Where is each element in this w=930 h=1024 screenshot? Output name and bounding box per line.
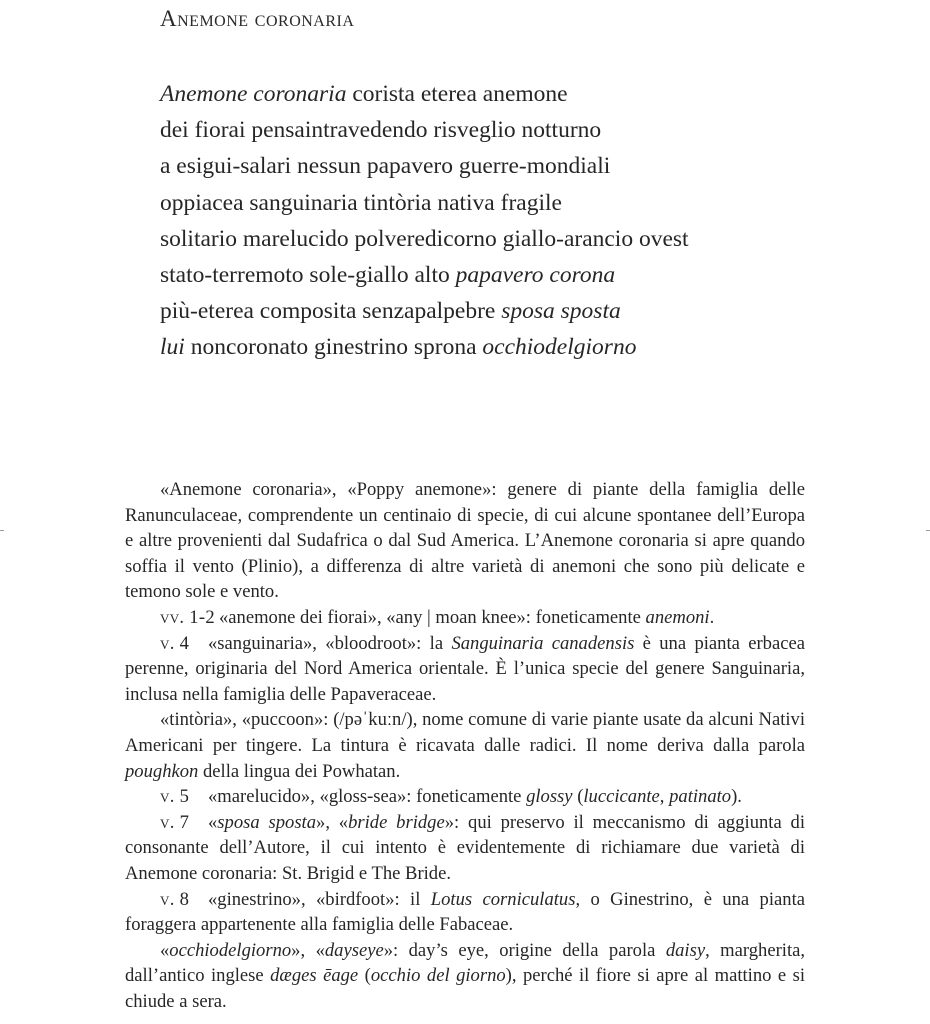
poem-text: a esigui-salari nessun papavero guerre-mondiali — [160, 153, 611, 180]
poem-text-italic: sposa sposta — [501, 298, 621, 325]
note-text-italic: occhiodelgiorno — [169, 939, 292, 961]
note-text: . — [709, 606, 715, 628]
poem-text-italic: lui — [160, 334, 185, 361]
poem-line — [160, 185, 689, 221]
note-text-italic: luccicante — [583, 786, 660, 808]
note-text: », « — [291, 939, 325, 961]
note-paragraph — [125, 707, 805, 784]
note-text: , — [659, 786, 670, 808]
note-text: ( — [572, 786, 584, 808]
poem-line — [160, 112, 689, 148]
poem-line — [160, 329, 689, 365]
note-text-italic: anemoni — [645, 606, 710, 628]
note-text: « — [208, 811, 218, 833]
poem-text: oppiacea sanguinaria tintòria nativa fragile — [160, 189, 562, 216]
note-text-italic: occhio del giorno — [370, 965, 506, 987]
note-text-italic: poughkon — [125, 760, 199, 782]
poem-text-italic: Anemone coronaria — [160, 81, 347, 107]
note-paragraph — [125, 631, 805, 708]
poem-line — [160, 221, 689, 257]
note-text-italic: bride bridge — [348, 811, 445, 833]
poem-line — [160, 148, 689, 184]
note-text: della lingua dei Powhatan. — [198, 760, 401, 782]
note-text: », « — [316, 811, 349, 833]
note-text: ( — [358, 965, 371, 987]
verse-reference: v. 4 — [160, 632, 190, 654]
note-text-italic: daisy — [665, 939, 706, 961]
note-text: «Anemone coronaria», «Poppy anemone»: genere di piante della famiglia delle Ranunculaceae, comprendente un centinaio di specie, di cui alcune spontanee dell’Europa e altre provenienti dal Sudafrica o dal Sud America. L’Anemone coronaria si apre quando soffia il vento (Plinio), a differenza di altre varietà di anemoni che sono più delicate e temono sole e vento. — [125, 479, 805, 603]
note-text: «tintòria», «puccoon»: (/pəˈkuːn/), nome comune di varie piante usate da alcuni Nativi Americani per tingere. La tintura è ricavata dalle radici. Il nome deriva dalla parola — [125, 709, 805, 756]
note-text: , margherita, dall’antico inglese — [125, 939, 806, 987]
verse-reference: v. 8 — [160, 888, 190, 910]
note-text-italic: glossy — [526, 786, 573, 808]
poem-text-italic: papavero corona — [455, 262, 616, 289]
note-text-italic: Sanguinaria canadensis — [451, 632, 635, 654]
note-text-italic: Lotus corniculatus — [430, 888, 576, 910]
poem-line — [160, 293, 689, 329]
note-text: «sanguinaria», «bloodroot»: la — [208, 632, 452, 654]
note-text-italic: dayseye — [324, 939, 384, 961]
note-text: ), perché il fiore si apre al mattino e si chiude a sera. — [125, 965, 806, 1012]
poem-line — [160, 257, 689, 293]
poem-text: solitario marelucido polveredicorno giallo-arancio ovest — [160, 225, 689, 252]
poem-text: dei fiorai pensaintravedendo risveglio notturno — [160, 117, 602, 144]
note-paragraph — [125, 605, 805, 631]
note-text: « — [160, 939, 170, 961]
poem-body — [160, 76, 689, 366]
verse-reference: v. 7 — [160, 811, 190, 833]
note-paragraph — [125, 477, 805, 605]
note-text: »: day’s eye, origine della parola — [383, 939, 666, 961]
note-paragraph — [125, 784, 805, 810]
poem-text: più-eterea composita senzapalpebre — [160, 298, 502, 325]
note-text: è una pianta erbacea perenne, originaria del Nord America orientale. È l’unica specie del genere Sanguinaria, inclusa nella famiglia delle Papaveraceae. — [125, 632, 805, 705]
verse-reference: vv. 1-2 — [160, 606, 215, 628]
poem-text: noncoronato ginestrino sprona — [184, 334, 483, 361]
verse-reference: v. 5 — [160, 786, 190, 808]
poem-title: Anemone coronaria — [160, 6, 355, 31]
note-paragraph — [125, 938, 805, 1015]
note-text-italic: sposa sposta — [217, 811, 317, 833]
note-paragraph — [125, 810, 805, 887]
note-paragraph — [125, 887, 805, 938]
note-text-italic: dæges ēage — [270, 965, 359, 987]
note-text: «anemone dei fiorai», «any | moan knee»: foneticamente — [218, 606, 646, 628]
notes-section — [125, 477, 805, 1014]
note-text: «ginestrino», «birdfoot»: il — [208, 888, 431, 910]
note-text: ). — [731, 786, 742, 808]
poem-text: corista eterea anemone — [346, 81, 568, 107]
note-text: »: qui preservo il meccanismo di aggiunta di consonante dell’Autore, il cui intento è evidentemente di richiamare due varietà di Anemone coronaria: St. Brigid e The Bride. — [125, 811, 805, 884]
note-text: «marelucido», «gloss-sea»: foneticamente — [208, 786, 527, 808]
poem-line — [160, 76, 689, 112]
note-text: , o Ginestrino, è una pianta foraggera appartenente alla famiglia delle Fabaceae. — [125, 888, 805, 936]
poem-text-italic: occhiodelgiorno — [482, 334, 637, 361]
crop-mark-left — [0, 530, 4, 531]
poem-text: stato-terremoto sole-giallo alto — [160, 262, 456, 289]
note-text-italic: patinato — [669, 786, 732, 808]
crop-mark-right — [926, 530, 930, 531]
